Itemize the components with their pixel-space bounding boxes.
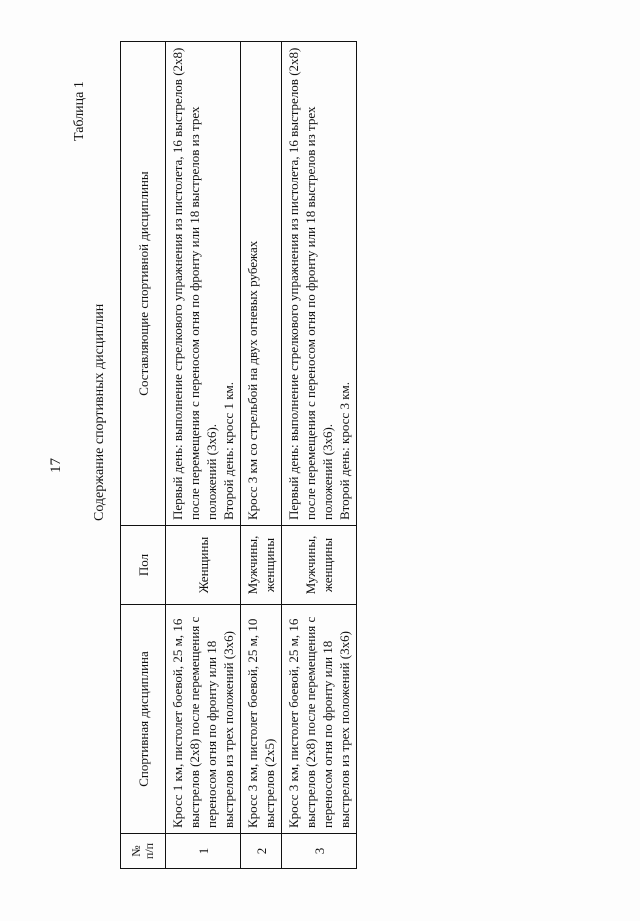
page-number: 17 <box>48 458 64 473</box>
row-components <box>166 42 241 526</box>
row-components <box>241 42 282 526</box>
row-num: 1 <box>166 834 241 869</box>
row-sex: Женщины <box>166 526 241 605</box>
header-discipline: Спортивная дисциплина <box>121 605 166 834</box>
components-day2: Второй день: кросс 1 км. <box>221 382 236 520</box>
table-row <box>282 42 357 869</box>
table-row <box>241 42 282 869</box>
header-components: Составляющие спортивной дисциплины <box>121 42 166 526</box>
table-row <box>166 42 241 869</box>
header-num <box>121 834 166 869</box>
header-sex: Пол <box>121 526 166 605</box>
row-discipline: Кросс 3 км, пистолет боевой, 25 м, 16 выстрелов (2х8) после перемещения с переносом огня по фронту или 18 выстрелов из трех положений (3х6) <box>282 605 357 834</box>
row-discipline: Кросс 1 км, пистолет боевой, 25 м, 16 выстрелов (2х8) после перемещения с переносом огня по фронту или 18 выстрелов из трех положений (3х6) <box>166 605 241 834</box>
components-day1: Первый день: выполнение стрелкового упражнения из пистолета, 16 выстрелов (2х8) после перемещения с переносом огня по фронту или 18 выстрелов из трех положений (3х6). <box>170 47 219 520</box>
components-text: Кросс 3 км со стрельбой на двух огневых рубежах <box>245 240 260 520</box>
header-num-symbol: № <box>129 845 143 857</box>
row-components <box>282 42 357 526</box>
disciplines-table <box>120 41 357 869</box>
components-day2: Второй день: кросс 3 км. <box>337 382 352 520</box>
section-title: Содержание спортивных дисциплин <box>92 303 107 521</box>
row-discipline: Кросс 3 км, пистолет боевой, 25 м, 10 выстрелов (2х5) <box>241 605 282 834</box>
row-num: 2 <box>241 834 282 869</box>
row-sex: Мужчины, женщины <box>282 526 357 605</box>
header-num-abbr: п/п <box>142 842 156 860</box>
row-num: 3 <box>282 834 357 869</box>
row-sex: Мужчины, женщины <box>241 526 282 605</box>
components-day1: Первый день: выполнение стрелкового упражнения из пистолета, 16 выстрелов (2х8) после перемещения с переносом огня по фронту или 18 выстрелов из трех положений (3х6). <box>286 47 335 520</box>
table-header-row <box>121 42 166 869</box>
table-label: Таблица 1 <box>72 81 87 141</box>
